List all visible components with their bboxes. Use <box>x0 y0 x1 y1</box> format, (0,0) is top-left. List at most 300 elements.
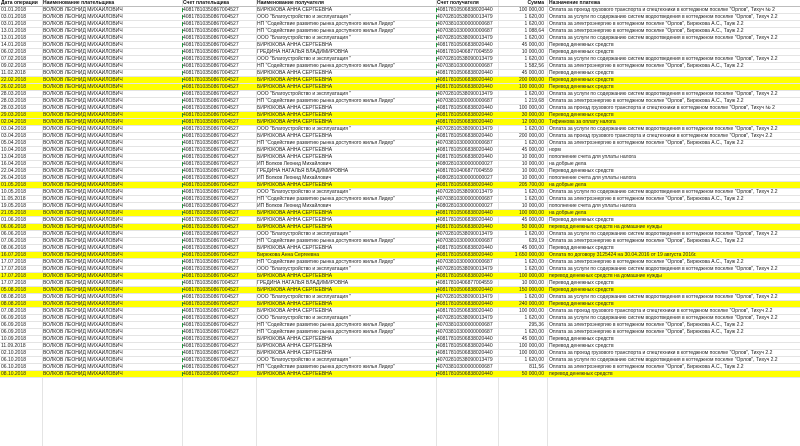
table-row[interactable] <box>0 343 800 350</box>
table-row[interactable] <box>0 84 800 91</box>
cell-receiver-account[interactable]: 40817810506838020440 <box>437 77 493 83</box>
cell-receiver-account[interactable]: 40817810506838020440 <box>437 42 493 48</box>
table-row[interactable] <box>0 336 800 343</box>
table-row[interactable] <box>0 21 800 28</box>
cell-purpose[interactable]: перевод денежных средств <box>549 371 613 377</box>
cell-date[interactable]: 06.06.2018 <box>1 224 27 230</box>
cell-payer[interactable]: ВОЛКОВ ЛЕОНИД МИХАЙЛОВИЧ <box>43 105 123 111</box>
cell-payer[interactable]: ВОЛКОВ ЛЕОНИД МИХАЙЛОВИЧ <box>43 49 123 55</box>
cell-payer-account[interactable]: 40817810350867004527 <box>183 21 239 27</box>
cell-date[interactable]: 26.02.2018 <box>1 84 27 90</box>
cell-payer[interactable]: ВОЛКОВ ЛЕОНИД МИХАЙЛОВИЧ <box>43 70 123 76</box>
cell-amount[interactable]: 45 000,00 <box>521 217 544 223</box>
cell-date[interactable]: 28.03.2018 <box>1 91 27 97</box>
cell-date[interactable]: 05.04.2018 <box>1 140 27 146</box>
cell-amount[interactable]: 10 000,00 <box>521 175 544 181</box>
cell-payer[interactable]: ВОЛКОВ ЛЕОНИД МИХАЙЛОВИЧ <box>43 336 123 342</box>
cell-payer-account[interactable]: 40817810350867004527 <box>183 364 239 370</box>
cell-amount[interactable]: 1 620,00 <box>524 56 544 62</box>
cell-payer[interactable]: ВОЛКОВ ЛЕОНИД МИХАЙЛОВИЧ <box>43 322 123 328</box>
cell-receiver[interactable]: БИРЮКОВА АННА СЕРГЕЕВНА <box>257 42 333 48</box>
cell-payer[interactable]: ВОЛКОВ ЛЕОНИД МИХАЙЛОВИЧ <box>43 189 123 195</box>
cell-receiver[interactable]: БИРЮКОВА АННА СЕРГЕЕВНА <box>257 308 333 314</box>
table-row[interactable] <box>0 217 800 224</box>
cell-payer-account[interactable]: 40817810350867004527 <box>183 343 239 349</box>
cell-payer-account[interactable]: 40817810350867004527 <box>183 315 239 321</box>
cell-amount[interactable]: 50 000,00 <box>521 371 544 377</box>
cell-receiver[interactable]: БИРЮКОВА АННА СЕРГЕЕВНА <box>257 105 333 111</box>
cell-date[interactable]: 01.05.2018 <box>1 182 27 188</box>
cell-purpose[interactable]: Оплата за услуги по содержанию систем водоотведения в коттеджном поселке "Орлов", Тихуч 2.2 <box>549 266 778 272</box>
table-row[interactable] <box>0 91 800 98</box>
table-row[interactable] <box>0 266 800 273</box>
cell-purpose[interactable]: Оплата за проезд грузового транспорта и спецтехники в коттеджном поселке "Орлов", Тихуч № 2 <box>549 105 775 111</box>
cell-payer[interactable]: ВОЛКОВ ЛЕОНИД МИХАЙЛОВИЧ <box>43 245 123 251</box>
cell-payer-account[interactable]: 40817810350867004527 <box>183 357 239 363</box>
cell-receiver-account[interactable]: 40817810506838020440 <box>437 252 493 258</box>
cell-receiver-account[interactable]: 40817810506838020440 <box>437 112 493 118</box>
cell-purpose[interactable]: Оплата за услуги по содержанию систем водоотведения в коттеджном поселке "Орлов", Тихуч 2.2 <box>549 91 778 97</box>
cell-receiver[interactable]: ООО "Благоустройство и эксплуатация " <box>257 14 352 20</box>
cell-purpose[interactable]: Оплата за проезд грузового транспорта и спецтехники в коттеджном поселке "Орлов", Тихуч 2.2 <box>549 350 773 356</box>
cell-purpose[interactable]: Перевод денежных средств <box>549 280 614 286</box>
cell-receiver[interactable]: БИРЮКОВА АННА СЕРГЕЕВНА <box>257 119 333 125</box>
cell-payer[interactable]: ВОЛКОВ ЛЕОНИД МИХАЙЛОВИЧ <box>43 168 123 174</box>
cell-receiver-account[interactable]: 40703810300000000687 <box>437 140 493 146</box>
cell-receiver-account[interactable]: 40817810506838020440 <box>437 273 493 279</box>
cell-purpose[interactable]: Оплата за услуги по содержанию систем водоотведения в коттеджном поселке "Орлов", Тихуч 2.2 <box>549 35 778 41</box>
cell-amount[interactable]: 100 000,00 <box>518 84 544 90</box>
cell-receiver-account[interactable]: 40802810300000000027 <box>437 161 493 167</box>
cell-receiver[interactable]: НП "Содействие развитию рынка доступного жилья Лидер" <box>257 259 395 265</box>
cell-amount[interactable]: 1 582,56 <box>524 63 544 69</box>
cell-receiver[interactable]: НП "Содействие развитию рынка доступного жилья Лидер" <box>257 63 395 69</box>
table-row[interactable] <box>0 350 800 357</box>
cell-receiver[interactable]: БИРЮКОВА АННА СЕРГЕЕВНА <box>257 182 333 188</box>
cell-purpose[interactable]: Оплата за электроэнергию в коттеджном поселке "Орлов", Бирюкова А.С., Тауж 2.2 <box>549 21 744 27</box>
cell-date[interactable]: 13.01.2018 <box>1 35 27 41</box>
cell-date[interactable]: 07.02.2018 <box>1 56 27 62</box>
cell-payer-account[interactable]: 40817810350867004527 <box>183 203 239 209</box>
cell-receiver-account[interactable]: 40702810538090013479 <box>437 35 493 41</box>
table-row[interactable] <box>0 364 800 371</box>
cell-receiver[interactable]: БИРЮКОВА АННА СЕРГЕЕВНА <box>257 336 333 342</box>
cell-receiver[interactable]: ООО "Благоустройство и эксплуатация " <box>257 266 352 272</box>
cell-purpose[interactable]: Перевод денежных средств <box>549 112 614 118</box>
cell-payer-account[interactable]: 40817810350867004527 <box>183 98 239 104</box>
table-row[interactable] <box>0 105 800 112</box>
cell-receiver[interactable]: НП "Содействие развитию рынка доступного жилья Лидер" <box>257 322 395 328</box>
cell-payer-account[interactable]: 40817810350867004527 <box>183 252 239 258</box>
cell-date[interactable]: 06.10.2018 <box>1 364 27 370</box>
cell-payer[interactable]: ВОЛКОВ ЛЕОНИД МИХАЙЛОВИЧ <box>43 98 123 104</box>
cell-payer[interactable]: ВОЛКОВ ЛЕОНИД МИХАЙЛОВИЧ <box>43 28 123 34</box>
cell-payer-account[interactable]: 40817810350867004527 <box>183 91 239 97</box>
cell-amount[interactable]: 1 620,00 <box>524 315 544 321</box>
cell-amount[interactable]: 100 000,00 <box>518 210 544 216</box>
cell-receiver-account[interactable]: 40702810538090013479 <box>437 14 493 20</box>
cell-receiver[interactable]: БИРЮКОВА АННА СЕРГЕЕВНА <box>257 133 333 139</box>
cell-receiver[interactable]: ООО "Благоустройство и эксплуатация " <box>257 357 352 363</box>
cell-date[interactable]: 02.10.2018 <box>1 350 27 356</box>
table-row[interactable] <box>0 301 800 308</box>
cell-payer-account[interactable]: 40817810350867004527 <box>183 7 239 13</box>
cell-receiver-account[interactable]: 40817810506838020440 <box>437 350 493 356</box>
cell-date[interactable]: 22.02.2018 <box>1 77 27 83</box>
cell-receiver-account[interactable]: 40817810506838020440 <box>437 105 493 111</box>
cell-receiver[interactable]: ГРЕДИНА НАТАЛЬЯ ВЛАДИМИРОВНА <box>257 49 349 55</box>
cell-receiver[interactable]: БИРЮКОВА АННА СЕРГЕЕВНА <box>257 112 333 118</box>
cell-amount[interactable]: 1 620,00 <box>524 196 544 202</box>
table-row[interactable] <box>0 322 800 329</box>
cell-date[interactable]: 02.04.2018 <box>1 119 27 125</box>
cell-purpose[interactable]: Оплата за электроэнергию в коттеджном поселке "Орлов", Бирюкова А.С., Тауж 2.2 <box>549 364 744 370</box>
table-row[interactable] <box>0 182 800 189</box>
cell-receiver[interactable]: ООО "Благоустройство и эксплуатация " <box>257 315 352 321</box>
cell-receiver[interactable]: БИРЮКОВА АННА СЕРГЕЕВНА <box>257 301 333 307</box>
cell-payer[interactable]: ВОЛКОВ ЛЕОНИД МИХАЙЛОВИЧ <box>43 224 123 230</box>
cell-payer-account[interactable]: 40817810350867004527 <box>183 84 239 90</box>
cell-receiver-account[interactable]: 40802810300000000027 <box>437 203 493 209</box>
cell-payer-account[interactable]: 40817810350867004527 <box>183 126 239 132</box>
cell-receiver[interactable]: БИРЮКОВА АННА СЕРГЕЕВНА <box>257 7 333 13</box>
cell-amount[interactable]: 295,36 <box>528 322 544 328</box>
cell-purpose[interactable]: Перевод денежных средств <box>549 336 614 342</box>
cell-receiver[interactable]: БИРЮКОВА АННА СЕРГЕЕВНА <box>257 147 333 153</box>
cell-receiver[interactable]: ООО "Благоустройство и эксплуатация " <box>257 231 352 237</box>
cell-receiver-account[interactable]: 40702810538090013479 <box>437 189 493 195</box>
cell-amount[interactable]: 100 000,00 <box>518 350 544 356</box>
cell-purpose[interactable]: Оплата по договору 3125424 на 30.04.2016 от 19 августа 2016г. <box>549 252 697 258</box>
table-row[interactable] <box>0 371 800 378</box>
cell-payer[interactable]: ВОЛКОВ ЛЕОНИД МИХАЙЛОВИЧ <box>43 350 123 356</box>
cell-receiver-account[interactable]: 40702810538090013479 <box>437 56 493 62</box>
cell-amount[interactable]: 45 000,00 <box>521 147 544 153</box>
cell-payer-account[interactable]: 40817810350867004527 <box>183 189 239 195</box>
cell-payer[interactable]: ВОЛКОВ ЛЕОНИД МИХАЙЛОВИЧ <box>43 91 123 97</box>
cell-receiver-account[interactable]: 40702810538090013479 <box>437 126 493 132</box>
cell-payer-account[interactable]: 40817810350867004527 <box>183 140 239 146</box>
cell-payer-account[interactable]: 40817810350867004527 <box>183 105 239 111</box>
cell-payer-account[interactable]: 40817810350867004527 <box>183 329 239 335</box>
cell-payer-account[interactable]: 40817810350867004527 <box>183 119 239 125</box>
cell-receiver[interactable]: БИРЮКОВА АННА СЕРГЕЕВНА <box>257 371 333 377</box>
cell-purpose[interactable]: Перевод денежных средств <box>549 70 614 76</box>
cell-payer[interactable]: ВОЛКОВ ЛЕОНИД МИХАЙЛОВИЧ <box>43 21 123 27</box>
cell-payer[interactable]: ВОЛКОВ ЛЕОНИД МИХАЙЛОВИЧ <box>43 266 123 272</box>
table-row[interactable] <box>0 49 800 56</box>
cell-payer[interactable]: ВОЛКОВ ЛЕОНИД МИХАЙЛОВИЧ <box>43 84 123 90</box>
header-payer[interactable]: Наименование плательщика <box>43 0 115 6</box>
cell-payer-account[interactable]: 40817810350867004527 <box>183 70 239 76</box>
cell-receiver[interactable]: ГРЕДИНА НАТАЛЬЯ ВЛАДИМИРОВНА <box>257 280 349 286</box>
cell-payer[interactable]: ВОЛКОВ ЛЕОНИД МИХАЙЛОВИЧ <box>43 161 123 167</box>
cell-purpose[interactable]: на добрые дела <box>549 161 587 167</box>
cell-payer[interactable]: ВОЛКОВ ЛЕОНИД МИХАЙЛОВИЧ <box>43 203 123 209</box>
cell-amount[interactable]: 1 620,00 <box>524 259 544 265</box>
cell-receiver-account[interactable]: 40703810300000000687 <box>437 364 493 370</box>
cell-amount[interactable]: 1 620,00 <box>524 189 544 195</box>
cell-purpose[interactable]: Перевод денежных средств <box>549 77 614 83</box>
table-row[interactable] <box>0 147 800 154</box>
cell-receiver-account[interactable]: 40817810506838020440 <box>437 70 493 76</box>
cell-payer[interactable]: ВОЛКОВ ЛЕОНИД МИХАЙЛОВИЧ <box>43 315 123 321</box>
cell-payer-account[interactable]: 40817810350867004527 <box>183 175 239 181</box>
cell-payer[interactable]: ВОЛКОВ ЛЕОНИД МИХАЙЛОВИЧ <box>43 196 123 202</box>
cell-payer-account[interactable]: 40817810350867004527 <box>183 210 239 216</box>
cell-purpose[interactable]: Оплата за услуги по содержанию систем водоотведения в коттеджном поселке "Орлов", Тихуч 2.2 <box>549 189 778 195</box>
table-row[interactable] <box>0 77 800 84</box>
header-payer-account[interactable]: Счет плательщика <box>183 0 230 6</box>
cell-amount[interactable]: 1 620,00 <box>524 140 544 146</box>
cell-payer-account[interactable]: 40817810350867004527 <box>183 287 239 293</box>
cell-amount[interactable]: 45 000,00 <box>521 245 544 251</box>
cell-date[interactable]: 17.07.2018 <box>1 273 27 279</box>
cell-receiver-account[interactable]: 40703810300000000687 <box>437 259 493 265</box>
cell-payer-account[interactable]: 40817810350867004527 <box>183 161 239 167</box>
cell-payer[interactable]: ВОЛКОВ ЛЕОНИД МИХАЙЛОВИЧ <box>43 357 123 363</box>
cell-payer-account[interactable]: 40817810350867004527 <box>183 301 239 307</box>
cell-amount[interactable]: 10 000,00 <box>521 203 544 209</box>
cell-purpose[interactable]: Оплата за проезд грузового транспорта и спецтехники в коттеджном поселке "Орлов", Тихуч 2.2 <box>549 308 773 314</box>
cell-amount[interactable]: 200 000,00 <box>518 133 544 139</box>
cell-payer[interactable]: ВОЛКОВ ЛЕОНИД МИХАЙЛОВИЧ <box>43 56 123 62</box>
cell-receiver[interactable]: НП "Содействие развитию рынка доступного жилья Лидер" <box>257 28 395 34</box>
cell-payer[interactable]: ВОЛКОВ ЛЕОНИД МИХАЙЛОВИЧ <box>43 133 123 139</box>
cell-receiver-account[interactable]: 40702810538090013479 <box>437 315 493 321</box>
cell-amount[interactable]: 10 000,00 <box>521 161 544 167</box>
header-purpose[interactable]: Назначение платежа <box>549 0 601 6</box>
cell-payer[interactable]: ВОЛКОВ ЛЕОНИД МИХАЙЛОВИЧ <box>43 259 123 265</box>
table-row[interactable] <box>0 14 800 21</box>
cell-receiver[interactable]: БИРЮКОВА АННА СЕРГЕЕВНА <box>257 154 333 160</box>
cell-payer-account[interactable]: 40817810350867004527 <box>183 168 239 174</box>
cell-receiver[interactable]: БИРЮКОВА АННА СЕРГЕЕВНА <box>257 350 333 356</box>
cell-receiver[interactable]: ООО "Благоустройство и эксплуатация " <box>257 126 352 132</box>
cell-purpose[interactable]: Перевод денежных средств <box>549 343 614 349</box>
cell-receiver[interactable]: БИРЮКОВА АННА СЕРГЕЕВНА <box>257 273 333 279</box>
cell-amount[interactable]: 1 620,00 <box>524 266 544 272</box>
cell-receiver-account[interactable]: 40817810506838020440 <box>437 336 493 342</box>
cell-amount[interactable]: 10 000,00 <box>521 154 544 160</box>
cell-receiver-account[interactable]: 40817810406877004559 <box>437 49 493 55</box>
table-row[interactable] <box>0 7 800 14</box>
cell-receiver-account[interactable]: 40817810506838020440 <box>437 224 493 230</box>
cell-amount[interactable]: 100 000,00 <box>518 308 544 314</box>
table-row[interactable] <box>0 42 800 49</box>
cell-payer[interactable]: ВОЛКОВ ЛЕОНИД МИХАЙЛОВИЧ <box>43 63 123 69</box>
cell-purpose[interactable]: Перевод денежных средств <box>549 49 614 55</box>
table-row[interactable] <box>0 203 800 210</box>
cell-amount[interactable]: 100 000,00 <box>518 7 544 13</box>
cell-receiver[interactable]: ООО "Благоустройство и эксплуатация " <box>257 91 352 97</box>
cell-receiver[interactable]: ИП Волков Леонид Михайлович <box>257 161 332 167</box>
table-row[interactable] <box>0 126 800 133</box>
header-receiver[interactable]: Наименование получателя <box>257 0 324 6</box>
cell-date[interactable]: 16.04.2018 <box>1 161 27 167</box>
cell-payer[interactable]: ВОЛКОВ ЛЕОНИД МИХАЙЛОВИЧ <box>43 175 123 181</box>
cell-purpose[interactable]: Перевод денежных средств <box>549 84 614 90</box>
header-date[interactable]: Дата операции <box>1 0 38 6</box>
cell-receiver-account[interactable]: 40703810300000000687 <box>437 63 493 69</box>
cell-payer[interactable]: ВОЛКОВ ЛЕОНИД МИХАЙЛОВИЧ <box>43 7 123 13</box>
cell-receiver[interactable]: БИРЮКОВА АННА СЕРГЕЕВНА <box>257 217 333 223</box>
cell-purpose[interactable]: Перевод денежных средств <box>549 42 614 48</box>
cell-receiver[interactable]: НП "Содействие развитию рынка доступного жилья Лидер" <box>257 21 395 27</box>
cell-payer-account[interactable]: 40817810350867004527 <box>183 49 239 55</box>
cell-payer-account[interactable]: 40817810350867004527 <box>183 35 239 41</box>
cell-receiver-account[interactable]: 40817810506838020440 <box>437 84 493 90</box>
cell-payer-account[interactable]: 40817810350867004527 <box>183 14 239 20</box>
cell-date[interactable]: 06.09.2018 <box>1 322 27 328</box>
cell-payer-account[interactable]: 40817810350867004527 <box>183 308 239 314</box>
table-row[interactable] <box>0 280 800 287</box>
table-row[interactable] <box>0 133 800 140</box>
table-row[interactable] <box>0 357 800 364</box>
cell-receiver-account[interactable]: 40703810300000000687 <box>437 329 493 335</box>
cell-purpose[interactable]: Перевод денежных средств <box>549 217 614 223</box>
cell-receiver[interactable]: ГРЕДИНА НАТАЛЬЯ ВЛАДИМИРОВНА <box>257 168 349 174</box>
cell-payer[interactable]: ВОЛКОВ ЛЕОНИД МИХАЙЛОВИЧ <box>43 364 123 370</box>
cell-payer-account[interactable]: 40817810350867004527 <box>183 147 239 153</box>
table-row[interactable] <box>0 154 800 161</box>
cell-date[interactable]: 17.07.2018 <box>1 280 27 286</box>
cell-purpose[interactable]: Оплата за проезд грузового транспорта и спецтехники в коттеджном поселке "Орлов", Тихуч № 2 <box>549 7 775 13</box>
cell-payer[interactable]: ВОЛКОВ ЛЕОНИД МИХАЙЛОВИЧ <box>43 280 123 286</box>
cell-date[interactable]: 13.04.2018 <box>1 154 27 160</box>
cell-receiver-account[interactable]: 40702810538090013479 <box>437 294 493 300</box>
cell-purpose[interactable]: Перевод денежных средств <box>549 287 614 293</box>
cell-payer[interactable]: ВОЛКОВ ЛЕОНИД МИХАЙЛОВИЧ <box>43 217 123 223</box>
cell-receiver[interactable]: НП "Содействие развитию рынка доступного жилья Лидер" <box>257 364 395 370</box>
cell-receiver[interactable]: БИРЮКОВА АННА СЕРГЕЕВНА <box>257 70 333 76</box>
cell-payer[interactable]: ВОЛКОВ ЛЕОНИД МИХАЙЛОВИЧ <box>43 14 123 20</box>
cell-payer[interactable]: ВОЛКОВ ЛЕОНИД МИХАЙЛОВИЧ <box>43 119 123 125</box>
cell-amount[interactable]: 1 620,00 <box>524 231 544 237</box>
table-row[interactable] <box>0 56 800 63</box>
cell-payer[interactable]: ВОЛКОВ ЛЕОНИД МИХАЙЛОВИЧ <box>43 329 123 335</box>
cell-purpose[interactable]: Оплата за электроэнергию в коттеджном поселке "Орлов", Бирюкова А.С., Тауж 2.2 <box>549 322 744 328</box>
cell-amount[interactable]: 639,19 <box>528 238 544 244</box>
cell-payer-account[interactable]: 40817810350867004527 <box>183 280 239 286</box>
table-row[interactable] <box>0 161 800 168</box>
cell-receiver-account[interactable]: 40817810506838020440 <box>437 217 493 223</box>
cell-payer-account[interactable]: 40817810350867004527 <box>183 154 239 160</box>
cell-date[interactable]: 09.02.2018 <box>1 63 27 69</box>
cell-amount[interactable]: 12 000,00 <box>521 119 544 125</box>
cell-purpose[interactable]: Перевод денежных средств <box>549 168 614 174</box>
cell-date[interactable]: 11.09.2018 <box>1 343 26 349</box>
cell-amount[interactable]: 150 000,00 <box>518 287 544 293</box>
cell-amount[interactable]: 1 620,00 <box>524 21 544 27</box>
cell-date[interactable]: 13.01.2018 <box>1 28 27 34</box>
cell-receiver[interactable]: НП "Содействие развитию рынка доступного жилья Лидер" <box>257 329 395 335</box>
cell-purpose[interactable]: норм <box>549 147 561 153</box>
cell-payer[interactable]: ВОЛКОВ ЛЕОНИД МИХАЙЛОВИЧ <box>43 238 123 244</box>
cell-date[interactable]: 10.05.2018 <box>1 189 27 195</box>
table-row[interactable] <box>0 273 800 280</box>
cell-amount[interactable]: 240 000,00 <box>518 301 544 307</box>
table-row[interactable] <box>0 259 800 266</box>
cell-purpose[interactable]: Оплата за услуги по содержанию систем водоотведения в коттеджном поселке "Орлов", Тихуч 2.2 <box>549 294 778 300</box>
cell-payer[interactable]: ВОЛКОВ ЛЕОНИД МИХАЙЛОВИЧ <box>43 343 123 349</box>
table-row[interactable] <box>0 231 800 238</box>
cell-payer[interactable]: ВОЛКОВ ЛЕОНИД МИХАЙЛОВИЧ <box>43 182 123 188</box>
cell-receiver-account[interactable]: 40702810538090013479 <box>437 231 493 237</box>
cell-amount[interactable]: 1 620,00 <box>524 357 544 363</box>
cell-receiver-account[interactable]: 40817810506838020440 <box>437 245 493 251</box>
cell-payer[interactable]: ВОЛКОВ ЛЕОНИД МИХАЙЛОВИЧ <box>43 252 123 258</box>
table-row[interactable] <box>0 224 800 231</box>
table-row[interactable] <box>0 329 800 336</box>
cell-purpose[interactable]: Оплата за электроэнергию в коттеджном поселке "Орлов", Бирюкова А.С., Тауж 2.2 <box>549 140 744 146</box>
cell-receiver-account[interactable]: 40817810506838020440 <box>437 287 493 293</box>
cell-payer-account[interactable]: 40817810350867004527 <box>183 217 239 223</box>
cell-purpose[interactable]: пополнение счета для уплаты налога <box>549 175 636 181</box>
table-row[interactable] <box>0 140 800 147</box>
cell-receiver-account[interactable]: 40817810506838020440 <box>437 210 493 216</box>
table-row[interactable] <box>0 287 800 294</box>
cell-receiver-account[interactable]: 40817810406877004559 <box>437 280 493 286</box>
cell-amount[interactable]: 45 000,00 <box>521 336 544 342</box>
cell-payer[interactable]: ВОЛКОВ ЛЕОНИД МИХАЙЛОВИЧ <box>43 308 123 314</box>
cell-payer-account[interactable]: 40817810350867004527 <box>183 231 239 237</box>
table-row[interactable] <box>0 119 800 126</box>
cell-payer-account[interactable]: 40817810350867004527 <box>183 42 239 48</box>
cell-receiver-account[interactable]: 40817810506838020440 <box>437 147 493 153</box>
cell-receiver-account[interactable]: 40702810538090013479 <box>437 91 493 97</box>
cell-receiver-account[interactable]: 40703810300000000687 <box>437 98 493 104</box>
cell-purpose[interactable]: перевод денежных средств на домашние нужды <box>549 273 662 279</box>
cell-receiver[interactable]: БИРЮКОВА АННА СЕРГЕЕВНА <box>257 287 333 293</box>
cell-payer-account[interactable]: 40817810350867004527 <box>183 273 239 279</box>
cell-date[interactable]: 01.01.2018 <box>1 7 27 13</box>
cell-purpose[interactable]: Тифинкова за оплату налога <box>549 119 616 125</box>
cell-receiver[interactable]: БИРЮКОВА АННА СЕРГЕЕВНА <box>257 210 333 216</box>
cell-date[interactable]: 28.03.2018 <box>1 105 27 111</box>
cell-payer-account[interactable]: 40817810350867004527 <box>183 245 239 251</box>
cell-purpose[interactable]: Оплата за услуги по содержанию систем водоотведения в коттеджном поселке "Орлов", Тихуч 2.2 <box>549 14 778 20</box>
cell-purpose[interactable]: на добрые дела <box>549 182 587 188</box>
cell-date[interactable]: 08.06.2018 <box>1 245 27 251</box>
cell-payer[interactable]: ВОЛКОВ ЛЕОНИД МИХАЙЛОВИЧ <box>43 273 123 279</box>
cell-date[interactable]: 17.07.2018 <box>1 259 27 265</box>
table-row[interactable] <box>0 238 800 245</box>
cell-amount[interactable]: 200 000,00 <box>518 77 544 83</box>
cell-payer[interactable]: ВОЛКОВ ЛЕОНИД МИХАЙЛОВИЧ <box>43 112 123 118</box>
table-row[interactable] <box>0 196 800 203</box>
cell-amount[interactable]: 811,56 <box>529 364 544 370</box>
cell-payer-account[interactable]: 40817810350867004527 <box>183 322 239 328</box>
cell-date[interactable]: 06.09.2018 <box>1 315 27 321</box>
cell-amount[interactable]: 100 000,00 <box>518 273 544 279</box>
header-receiver-account[interactable]: Счет получателя <box>437 0 479 6</box>
cell-payer-account[interactable]: 40817810350867004527 <box>183 77 239 83</box>
table-row[interactable] <box>0 112 800 119</box>
cell-payer-account[interactable]: 40817810350867004527 <box>183 350 239 356</box>
cell-purpose[interactable]: на добрые дела <box>549 210 587 216</box>
cell-amount[interactable]: 1 620,00 <box>524 35 544 41</box>
cell-purpose[interactable]: Оплата за услуги по содержанию систем водоотведения в коттеджном поселке "Орлов", Тихуч 2.2 <box>549 357 778 363</box>
cell-receiver[interactable]: ООО "Благоустройство и эксплуатация " <box>257 35 352 41</box>
cell-date[interactable]: 11.05.2018 <box>1 196 26 202</box>
cell-receiver[interactable]: НП "Содействие развитию рынка доступного жилья Лидер" <box>257 140 395 146</box>
cell-payer[interactable]: ВОЛКОВ ЛЕОНИД МИХАЙЛОВИЧ <box>43 231 123 237</box>
cell-amount[interactable]: 1 620,00 <box>524 14 544 20</box>
cell-date[interactable]: 03.01.2018 <box>1 21 27 27</box>
cell-amount[interactable]: 1 620,00 <box>524 294 544 300</box>
cell-payer[interactable]: ВОЛКОВ ЛЕОНИД МИХАЙЛОВИЧ <box>43 371 123 377</box>
